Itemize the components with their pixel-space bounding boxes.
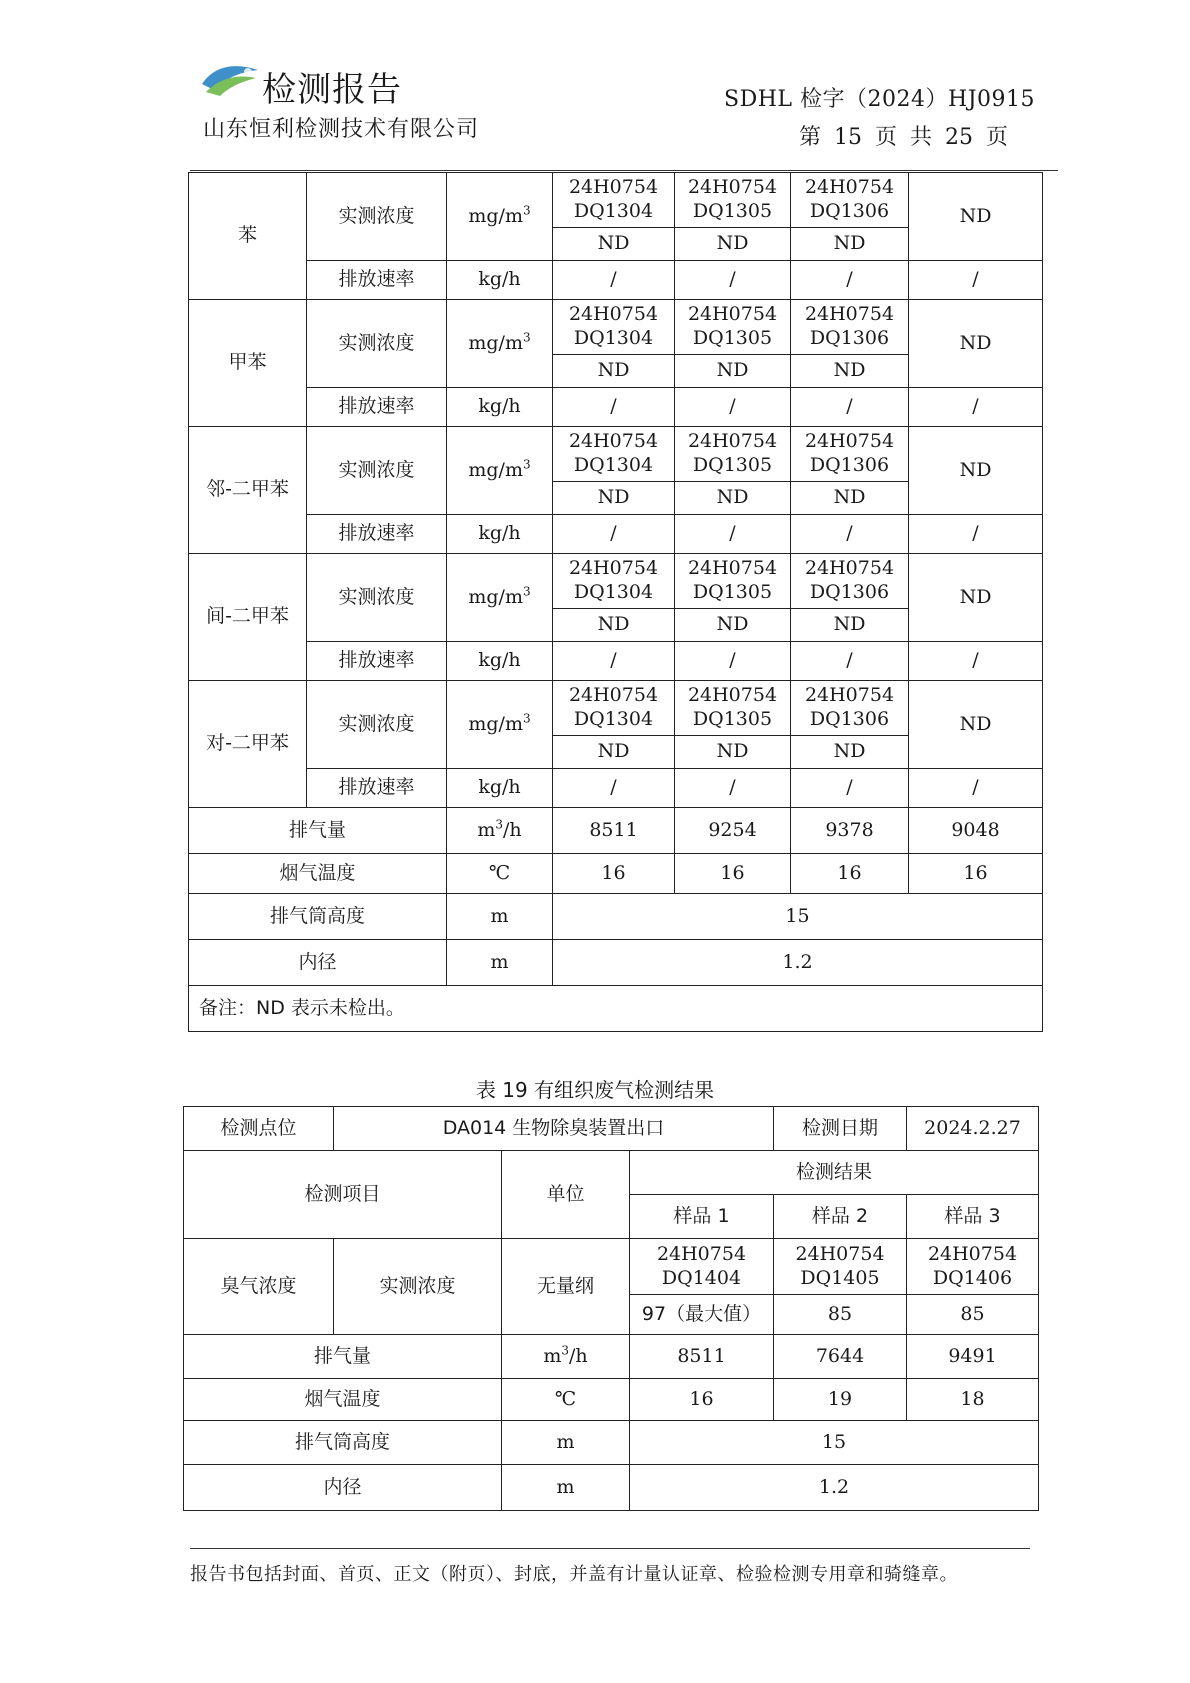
inner-diameter-value: 1.2 <box>553 940 1043 986</box>
sample-header: 样品 1 <box>630 1195 774 1239</box>
flow-value: 9254 <box>675 808 791 854</box>
conc-value: ND <box>791 609 909 642</box>
flow-value: 9378 <box>791 808 909 854</box>
table-row <box>189 515 1043 554</box>
table-row <box>184 1239 1039 1295</box>
point-value: DA014 生物除臭装置出口 <box>334 1107 774 1151</box>
conc-label: 实测浓度 <box>307 554 447 642</box>
table-row <box>184 1335 1039 1379</box>
rate-value: / <box>553 261 675 300</box>
pollutant-name: 对-二甲苯 <box>189 681 307 808</box>
rate-value: / <box>791 769 909 808</box>
header-divider <box>190 170 1058 171</box>
average-value: ND <box>909 427 1043 515</box>
odor-results-table <box>183 1106 1039 1511</box>
pollutant-name: 甲苯 <box>189 300 307 427</box>
conc-value: ND <box>553 736 675 769</box>
table-row <box>189 769 1043 808</box>
sample-id: 24H0754 DQ1304 <box>553 554 675 609</box>
table-row <box>184 1379 1039 1421</box>
rate-value: / <box>675 769 791 808</box>
rate-label: 排放速率 <box>307 261 447 300</box>
temp-value: 16 <box>909 854 1043 894</box>
table-row <box>189 894 1043 940</box>
sample-id: 24H0754 DQ1304 <box>553 681 675 736</box>
temp-value: 18 <box>907 1379 1039 1421</box>
sample-header: 样品 3 <box>907 1195 1039 1239</box>
flow-value: 9491 <box>907 1335 1039 1379</box>
odor-name: 臭气浓度 <box>184 1239 334 1335</box>
rate-value: / <box>909 642 1043 681</box>
stack-height-value: 15 <box>630 1421 1039 1465</box>
sample-id: 24H0754 DQ1405 <box>774 1239 907 1295</box>
conc-value: ND <box>553 609 675 642</box>
conc-value: ND <box>675 482 791 515</box>
rate-value: / <box>553 769 675 808</box>
sample-id: 24H0754 DQ1305 <box>675 681 791 736</box>
table-row <box>189 300 1043 355</box>
conc-label: 实测浓度 <box>307 681 447 769</box>
temp-value: 19 <box>774 1379 907 1421</box>
footer-note: 报告书包括封面、首页、正文（附页）、封底，并盖有计量认证章、检验检测专用章和骑缝章。 <box>190 1564 958 1585</box>
unit-header: 单位 <box>502 1151 630 1239</box>
rate-value: / <box>553 388 675 427</box>
sample-id: 24H0754 DQ1306 <box>791 681 909 736</box>
rate-label: 排放速率 <box>307 388 447 427</box>
temp-value: 16 <box>630 1379 774 1421</box>
average-value: ND <box>909 681 1043 769</box>
conc-value: ND <box>553 482 675 515</box>
table-row <box>189 173 1043 228</box>
table-row <box>189 940 1043 986</box>
conc-value: ND <box>675 355 791 388</box>
rate-value: / <box>675 388 791 427</box>
sample-id: 24H0754 DQ1305 <box>675 300 791 355</box>
rate-value: / <box>791 642 909 681</box>
flow-label: 排气量 <box>189 808 447 854</box>
rate-unit: kg/h <box>447 515 553 554</box>
rate-value: / <box>909 261 1043 300</box>
sample-id: 24H0754 DQ1305 <box>675 173 791 228</box>
sample-id: 24H0754 DQ1306 <box>791 427 909 482</box>
conc-value: ND <box>791 355 909 388</box>
flow-value: 7644 <box>774 1335 907 1379</box>
conc-value: ND <box>553 228 675 261</box>
rate-value: / <box>675 515 791 554</box>
stack-height-label: 排气筒高度 <box>189 894 447 940</box>
flow-value: 8511 <box>553 808 675 854</box>
table-row <box>189 642 1043 681</box>
pollutant-name: 苯 <box>189 173 307 300</box>
conc-value: ND <box>675 736 791 769</box>
rate-value: / <box>675 261 791 300</box>
flow-unit: $m^3/h$ <box>447 808 553 854</box>
conc-unit: $mg/m^3$ <box>447 681 553 769</box>
rate-value: / <box>553 642 675 681</box>
item-header: 检测项目 <box>184 1151 502 1239</box>
page-info: 第 15 页 共 25 页 <box>799 125 1008 150</box>
rate-value: / <box>909 388 1043 427</box>
flow-value: 9048 <box>909 808 1043 854</box>
sample-id: 24H0754 DQ1305 <box>675 427 791 482</box>
table-row <box>189 681 1043 736</box>
sample-id: 24H0754 DQ1304 <box>553 427 675 482</box>
rate-value: / <box>909 515 1043 554</box>
conc-label: 实测浓度 <box>307 300 447 388</box>
table-row <box>184 1421 1039 1465</box>
odor-value: 85 <box>907 1295 1039 1335</box>
temp-label: 烟气温度 <box>184 1379 502 1421</box>
conc-unit: $mg/m^3$ <box>447 554 553 642</box>
odor-unit: 无量纲 <box>502 1239 630 1335</box>
sample-id: 24H0754 DQ1306 <box>791 300 909 355</box>
table-row <box>184 1465 1039 1511</box>
report-code: SDHL 检字（2024）HJ0915 <box>724 87 1035 112</box>
conc-unit: $mg/m^3$ <box>447 173 553 261</box>
rate-unit: kg/h <box>447 642 553 681</box>
rate-unit: kg/h <box>447 261 553 300</box>
conc-value: ND <box>791 736 909 769</box>
rate-unit: kg/h <box>447 769 553 808</box>
inner-diameter-label: 内径 <box>189 940 447 986</box>
sample-id: 24H0754 DQ1306 <box>791 173 909 228</box>
point-label: 检测点位 <box>184 1107 334 1151</box>
conc-label: 实测浓度 <box>307 427 447 515</box>
result-header: 检测结果 <box>630 1151 1039 1195</box>
company-name: 山东恒利检测技术有限公司 <box>203 117 480 142</box>
sample-id: 24H0754 DQ1406 <box>907 1239 1039 1295</box>
temp-unit: ℃ <box>502 1379 630 1421</box>
inner-diameter-unit: m <box>502 1465 630 1511</box>
inner-diameter-unit: m <box>447 940 553 986</box>
rate-value: / <box>791 388 909 427</box>
sample-id: 24H0754 DQ1304 <box>553 300 675 355</box>
temp-value: 16 <box>791 854 909 894</box>
sample-id: 24H0754 DQ1305 <box>675 554 791 609</box>
conc-value: ND <box>791 228 909 261</box>
average-value: ND <box>909 300 1043 388</box>
footer-divider <box>190 1548 1030 1549</box>
temp-unit: ℃ <box>447 854 553 894</box>
conc-value: ND <box>675 609 791 642</box>
conc-unit: $mg/m^3$ <box>447 300 553 388</box>
odor-sub-label: 实测浓度 <box>334 1239 502 1335</box>
table-caption: 表 19 有组织废气检测结果 <box>475 1078 715 1102</box>
conc-unit: $mg/m^3$ <box>447 427 553 515</box>
pollutant-name: 间-二甲苯 <box>189 554 307 681</box>
rate-value: / <box>553 515 675 554</box>
rate-unit: kg/h <box>447 388 553 427</box>
date-value: 2024.2.27 <box>907 1107 1039 1151</box>
conc-value: ND <box>675 228 791 261</box>
rate-label: 排放速率 <box>307 642 447 681</box>
sample-header: 样品 2 <box>774 1195 907 1239</box>
sample-id: 24H0754 DQ1306 <box>791 554 909 609</box>
table-row <box>189 554 1043 609</box>
table-row <box>189 427 1043 482</box>
pollutant-name: 邻-二甲苯 <box>189 427 307 554</box>
odor-value: 97（最大值） <box>630 1295 774 1335</box>
rate-label: 排放速率 <box>307 515 447 554</box>
stack-height-label: 排气筒高度 <box>184 1421 502 1465</box>
company-logo-icon <box>200 62 260 98</box>
rate-value: / <box>791 515 909 554</box>
odor-value: 85 <box>774 1295 907 1335</box>
date-label: 检测日期 <box>774 1107 907 1151</box>
rate-label: 排放速率 <box>307 769 447 808</box>
flow-value: 8511 <box>630 1335 774 1379</box>
table-note: 备注：ND 表示未检出。 <box>189 986 1043 1032</box>
temp-label: 烟气温度 <box>189 854 447 894</box>
rate-value: / <box>791 261 909 300</box>
table-row <box>189 986 1043 1032</box>
flow-label: 排气量 <box>184 1335 502 1379</box>
average-value: ND <box>909 173 1043 261</box>
table-row <box>184 1151 1039 1195</box>
rate-value: / <box>675 642 791 681</box>
inner-diameter-value: 1.2 <box>630 1465 1039 1511</box>
conc-label: 实测浓度 <box>307 173 447 261</box>
report-title: 检测报告 <box>262 70 402 110</box>
conc-value: ND <box>791 482 909 515</box>
average-value: ND <box>909 554 1043 642</box>
table-row <box>184 1107 1039 1151</box>
stack-height-value: 15 <box>553 894 1043 940</box>
stack-height-unit: m <box>447 894 553 940</box>
stack-height-unit: m <box>502 1421 630 1465</box>
table-row <box>189 808 1043 854</box>
temp-value: 16 <box>675 854 791 894</box>
table-row <box>189 261 1043 300</box>
conc-value: ND <box>553 355 675 388</box>
table-row <box>189 854 1043 894</box>
emission-results-table-continued <box>188 172 1043 1032</box>
flow-unit: $m^3/h$ <box>502 1335 630 1379</box>
sample-id: 24H0754 DQ1404 <box>630 1239 774 1295</box>
inner-diameter-label: 内径 <box>184 1465 502 1511</box>
sample-id: 24H0754 DQ1304 <box>553 173 675 228</box>
table-row <box>189 388 1043 427</box>
rate-value: / <box>909 769 1043 808</box>
temp-value: 16 <box>553 854 675 894</box>
